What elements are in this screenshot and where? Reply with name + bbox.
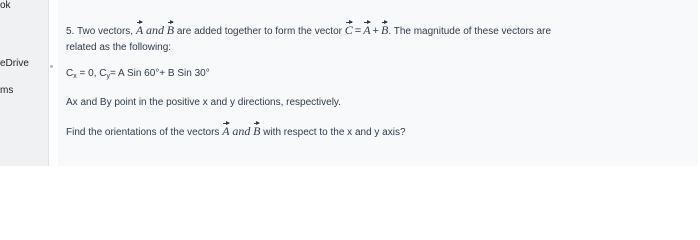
vector-b: B — [166, 23, 175, 37]
vector-a-sum: A — [363, 23, 371, 37]
question-line-4: Ax and By point in the positive x and y directions, respectively. — [66, 97, 341, 108]
question-line-5-prefix: Find the orientations of the vectors — [66, 127, 223, 138]
question-panel — [58, 0, 698, 166]
sidebar-item-ok[interactable]: ok — [0, 0, 11, 11]
question-line-1-suffix: . The magnitude of these vectors are — [388, 26, 552, 37]
cx-symbol: C — [66, 68, 74, 79]
and-word-2: and — [232, 124, 251, 138]
question-line-1-prefix: 5. Two vectors, — [66, 26, 136, 37]
sidebar-item-onedrive[interactable]: eDrive — [0, 58, 29, 69]
question-line-3 — [66, 68, 210, 80]
cy-subscript: y — [106, 73, 110, 80]
vector-c: C — [344, 23, 353, 37]
bullet-dot — [50, 65, 53, 68]
question-line-2: related as the following: — [66, 42, 172, 53]
vector-b-orientation: B — [253, 124, 261, 138]
equals-sign: = — [354, 25, 362, 37]
question-line-1-middle: are added together to form the vector — [174, 26, 345, 37]
cy-value: = A Sin 60°+ B Sin 30° — [109, 68, 210, 79]
question-line-5 — [66, 124, 406, 139]
sidebar — [0, 0, 49, 166]
plus-sign: + — [372, 25, 379, 37]
vector-b-sum: B — [380, 23, 389, 37]
vector-a: A — [135, 23, 144, 37]
cx-subscript: x — [73, 73, 77, 80]
cx-value: = 0, — [76, 68, 100, 79]
question-line-1 — [66, 23, 551, 38]
and-word: and — [145, 23, 164, 37]
vector-a-orientation: A — [222, 124, 230, 138]
question-line-5-suffix: with respect to the x and y axis? — [260, 127, 406, 138]
sidebar-item-ms[interactable]: ms — [0, 85, 14, 96]
cy-symbol: C — [99, 68, 107, 79]
